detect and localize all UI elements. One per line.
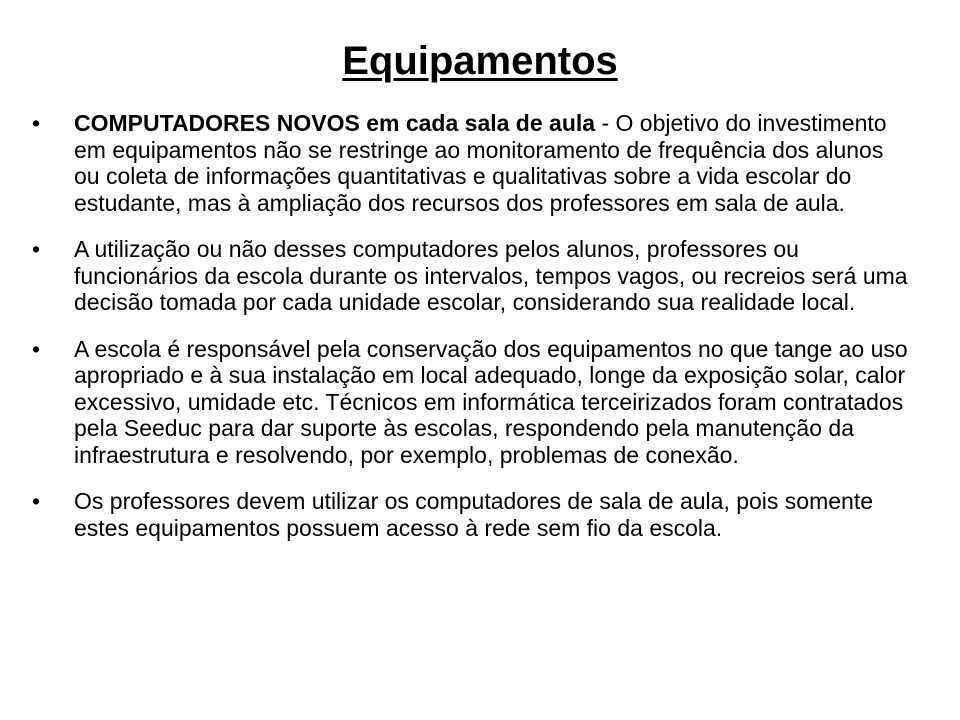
bullet-item-professores — [32, 488, 912, 541]
bullet-list — [32, 110, 912, 561]
bullet-text: A utilização ou não desses computadores pelos alunos, professores ou funcionários da escola durante os intervalos, tempos vagos, ou recreios será uma decisão tomada por cada unidade escolar, considerando sua realidade local. — [74, 236, 908, 315]
slide-title: Equipamentos — [342, 39, 618, 83]
bullet-lead-text: COMPUTADORES NOVOS em cada sala de aula — [74, 110, 596, 136]
bullet-text: A escola é responsável pela conservação dos equipamentos no que tange ao uso apropriado e à sua instalação em local adequado, longe da exposição solar, calor excessivo, umidade etc. Técnicos em informática terceirizados foram contratados pela Seeduc para dar suporte às escolas, respondendo pela manutenção da infraestrutura e resolvendo, por exemplo, problemas de conexão. — [74, 335, 908, 468]
bullet-text: - O objetivo do investimento em equipamentos não se restringe ao monitoramento de frequência dos alunos ou coleta de informações quantitativas e qualitativas sobre a vida escolar do estudante, mas à ampliação dos recursos dos professores em sala de aula. — [74, 110, 887, 216]
bullet-icon: • — [32, 110, 41, 136]
bullet-item-computadores — [32, 110, 912, 216]
bullet-icon: • — [32, 236, 41, 262]
bullet-item-conservacao — [32, 336, 912, 469]
bullet-icon: • — [32, 488, 41, 514]
bullet-text: Os professores devem utilizar os computadores de sala de aula, pois somente estes equipamentos possuem acesso à rede sem fio da escola. — [74, 488, 874, 541]
bullet-item-utilizacao — [32, 236, 912, 316]
bullet-icon: • — [32, 335, 41, 362]
